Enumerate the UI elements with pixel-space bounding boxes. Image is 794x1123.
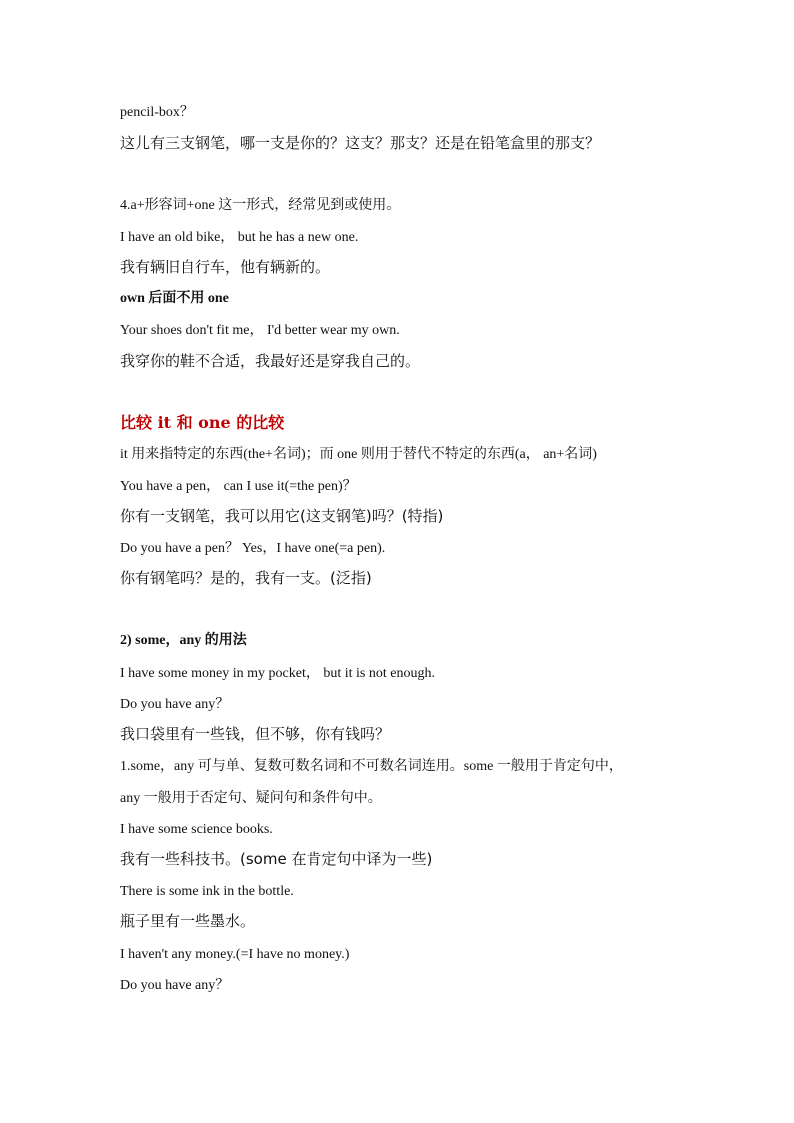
example-no-money: I haven't any money.(=I have no money.) — [120, 947, 350, 962]
example-do-you-have-any-2: Do you have any？ — [120, 978, 230, 993]
example-have-pen: Do you have a pen？ Yes，I have one(=a pen). — [120, 541, 386, 556]
own-rule-heading: own 后面不用 one — [120, 291, 229, 306]
example-ink-bottle: There is some ink in the bottle. — [120, 884, 294, 899]
example-shoes: Your shoes don't fit me， I'd better wear my own. — [120, 323, 400, 338]
text-line-three-pens-translation: 这儿有三支钢笔，哪一支是你的？这支？那支？还是在铅笔盒里的那支？ — [120, 134, 601, 152]
example-money-pocket: I have some money in my pocket， but it is not enough. — [120, 666, 435, 681]
example-do-you-have-any: Do you have any？ — [120, 697, 230, 712]
example-ink-bottle-translation: 瓶子里有一些墨水。 — [120, 912, 256, 930]
example-use-pen: You have a pen， can I use it(=the pen)？ — [120, 479, 357, 494]
example-use-pen-translation: 你有一支钢笔，我可以用它(这支钢笔)吗？(特指) — [120, 507, 444, 525]
point-4-heading: 4.a+形容词+one 这一形式，经常见到或使用。 — [120, 198, 401, 213]
example-science-books: I have some science books. — [120, 822, 273, 837]
section-heading-it-vs-one: 比较 it 和 one 的比较 — [120, 413, 285, 432]
some-any-rule-line-1: 1.some，any 可与单、复数可数名词和不可数名词连用。some 一般用于肯定句中， — [120, 759, 623, 774]
example-science-books-translation: 我有一些科技书。(some 在肯定句中译为一些) — [120, 850, 433, 868]
example-old-bike-translation: 我有辆旧自行车，他有辆新的。 — [120, 258, 331, 276]
example-have-pen-translation: 你有钢笔吗？是的，我有一支。(泛指) — [120, 569, 372, 587]
example-shoes-translation: 我穿你的鞋不合适，我最好还是穿我自己的。 — [120, 352, 421, 370]
it-one-rule: it 用来指特定的东西(the+名词)；而 one 则用于替代不特定的东西(a， an+名词) — [120, 447, 597, 462]
some-any-rule-line-2: any 一般用于否定句、疑问句和条件句中。 — [120, 791, 382, 806]
example-money-translation: 我口袋里有一些钱，但不够，你有钱吗？ — [120, 725, 391, 743]
text-line-pencil-box: pencil-box？ — [120, 105, 194, 120]
example-old-bike: I have an old bike， but he has a new one. — [120, 230, 359, 245]
section-heading-some-any: 2) some，any 的用法 — [120, 633, 247, 648]
